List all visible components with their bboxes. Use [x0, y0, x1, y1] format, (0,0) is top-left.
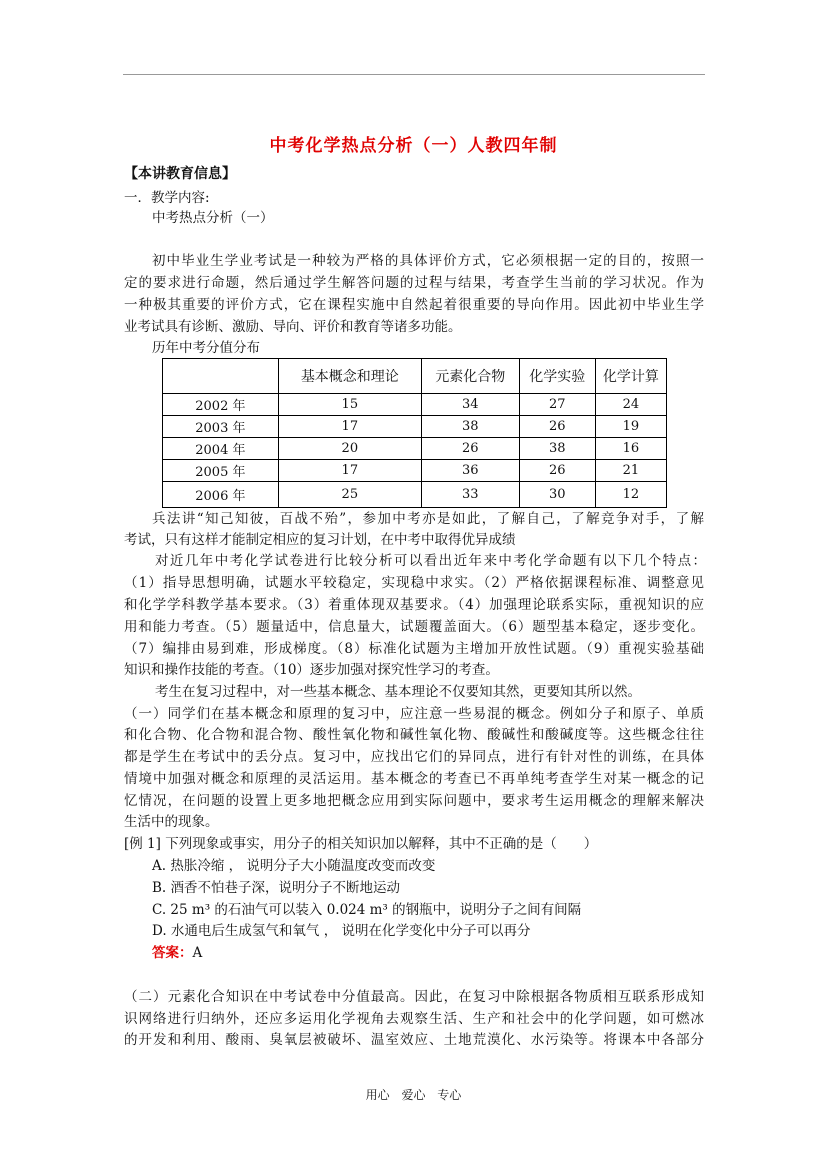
table-cell: 26 [519, 460, 595, 482]
table-cell: 15 [278, 394, 421, 416]
topic-line: 中考热点分析（一） [152, 210, 274, 226]
intro-line: 定的要求进行命题，然后通过学生解答问题的过程与结果，考查学生当前的学习状况。作为 [124, 275, 704, 291]
table-cell: 2005 年 [163, 460, 279, 482]
table-cell: 25 [278, 482, 421, 508]
example-stem: [例 1] 下列现象或事实，用分子的相关知识加以解释，其中不正确的是（ ） [124, 836, 598, 852]
answer-value: A [192, 945, 203, 961]
section-heading: 【本讲教育信息】 [124, 166, 236, 182]
intro-line: 初中毕业生学业考试是一种较为严格的具体评价方式，它必须根据一定的目的，按照一 [152, 253, 704, 269]
example-option-c: C. 25 m³ 的石油气可以装入 0.024 m³ 的钢瓶中，说明分子之间有间隔 [152, 902, 582, 918]
paragraph-line: （一）同学们在基本概念和原理的复习中，应注意一些易混的概念。例如分子和原子、单质 [124, 706, 704, 722]
answer-label: 答案： [152, 945, 193, 961]
table-row [163, 482, 667, 508]
content-heading: 一．教学内容: [124, 190, 210, 206]
table-cell: 21 [595, 460, 666, 482]
paragraph-line: 考生在复习过程中，对一些基本概念、基本理论不仅要知其然，更要知其所以然。 [155, 684, 641, 700]
paragraph-line: 识网络进行归纳外，还应多运用化学视角去观察生活、生产和社会中的化学问题，如可燃冰 [124, 1011, 704, 1027]
score-distribution-table [162, 358, 667, 508]
table-header-cell: 化学实验 [519, 359, 595, 394]
table-cell: 2004 年 [163, 438, 279, 460]
paragraph-line: 兵法讲“知己知彼，百战不殆”，参加中考亦是如此，了解自己，了解竞争对手，了解 [152, 511, 704, 527]
example-option-d: D. 水通电后生成氢气和氧气 ， 说明在化学变化中分子可以再分 [152, 923, 531, 939]
table-cell: 34 [421, 394, 519, 416]
table-header-cell [163, 359, 279, 394]
paragraph-line: （7）编排由易到难，形成梯度。（8）标准化试题为主增加开放性试题。（9）重视实验基础 [124, 641, 704, 657]
intro-line: 业考试具有诊断、激励、导向、评价和教育等诸多功能。 [124, 319, 462, 335]
table-cell: 17 [278, 460, 421, 482]
paragraph-line: （1）指导思想明确，试题水平较稳定，实现稳中求实。（2）严格依据课程标准、调整意见 [124, 575, 704, 591]
table-cell: 17 [278, 416, 421, 438]
header-rule [123, 74, 705, 75]
table-row [163, 438, 667, 460]
paragraph-line: 对近几年中考化学试卷进行比较分析可以看出近年来中考化学命题有以下几个特点： [155, 553, 706, 569]
page-footer: 用心 爱心 专心 [365, 1088, 462, 1102]
table-header-cell: 化学计算 [595, 359, 666, 394]
table-cell: 2003 年 [163, 416, 279, 438]
table-row [163, 394, 667, 416]
table-row [163, 416, 667, 438]
page-title: 中考化学热点分析（一）人教四年制 [269, 136, 558, 156]
paragraph-line: 的开发和利用、酸雨、臭氧层被破坏、温室效应、土地荒漠化、水污染等。将课本中各部分 [124, 1032, 704, 1048]
paragraph-line: （二）元素化合知识在中考试卷中分值最高。因此，在复习中除根据各物质相互联系形成知 [124, 989, 704, 1005]
intro-line: 一种极其重要的评价方式，它在课程实施中自然起着很重要的导向作用。因此初中毕业生学 [124, 297, 704, 313]
paragraph-line: 用和能力考查。（5）题量适中，信息量大，试题覆盖面大。（6）题型基本稳定，逐步变化。 [124, 619, 704, 635]
table-cell: 36 [421, 460, 519, 482]
paragraph-line: 都是学生在考试中的丢分点。复习中，应找出它们的异同点，进行有针对性的训练，在具体 [124, 749, 704, 765]
table-cell: 33 [421, 482, 519, 508]
example-option-b: B. 酒香不怕巷子深，说明分子不断地运动 [152, 880, 401, 896]
table-cell: 19 [595, 416, 666, 438]
paragraph-line: 考试，只有这样才能制定相应的复习计划，在中考中取得优异成绩 [124, 532, 516, 548]
table-cell: 24 [595, 394, 666, 416]
paragraph-line: 和化学学科教学基本要求。（3）着重体现双基要求。（4）加强理论联系实际，重视知识的应 [124, 597, 704, 613]
table-header-row [163, 359, 667, 394]
table-cell: 26 [519, 416, 595, 438]
table-cell: 38 [519, 438, 595, 460]
table-cell: 2002 年 [163, 394, 279, 416]
table-header-cell: 基本概念和理论 [278, 359, 421, 394]
table-header-cell: 元素化合物 [421, 359, 519, 394]
table-row [163, 460, 667, 482]
paragraph-line: 情境中加强对概念和原理的灵活运用。基本概念的考查已不再单纯考查学生对某一概念的记 [124, 771, 704, 787]
paragraph-line: 和化合物、化合物和混合物、酸性氧化物和碱性氧化物、酸碱性和酸碱度等。这些概念往往 [124, 727, 704, 743]
table-cell: 2006 年 [163, 482, 279, 508]
paragraph-line: 知识和操作技能的考查。（10）逐步加强对探究性学习的考查。 [124, 662, 499, 678]
table-cell: 30 [519, 482, 595, 508]
table-cell: 16 [595, 438, 666, 460]
table-cell: 26 [421, 438, 519, 460]
table-cell: 27 [519, 394, 595, 416]
table-cell: 12 [595, 482, 666, 508]
table-cell: 38 [421, 416, 519, 438]
table-caption: 历年中考分值分布 [152, 340, 260, 356]
table-cell: 20 [278, 438, 421, 460]
paragraph-line: 生活中的现象。 [124, 814, 219, 830]
example-option-a: A. 热胀冷缩 ， 说明分子大小随温度改变而改变 [152, 858, 436, 874]
paragraph-line: 忆情况，在问题的设置上更多地把概念应用到实际问题中，要求考生运用概念的理解来解决 [124, 793, 704, 809]
example-answer [152, 943, 732, 964]
